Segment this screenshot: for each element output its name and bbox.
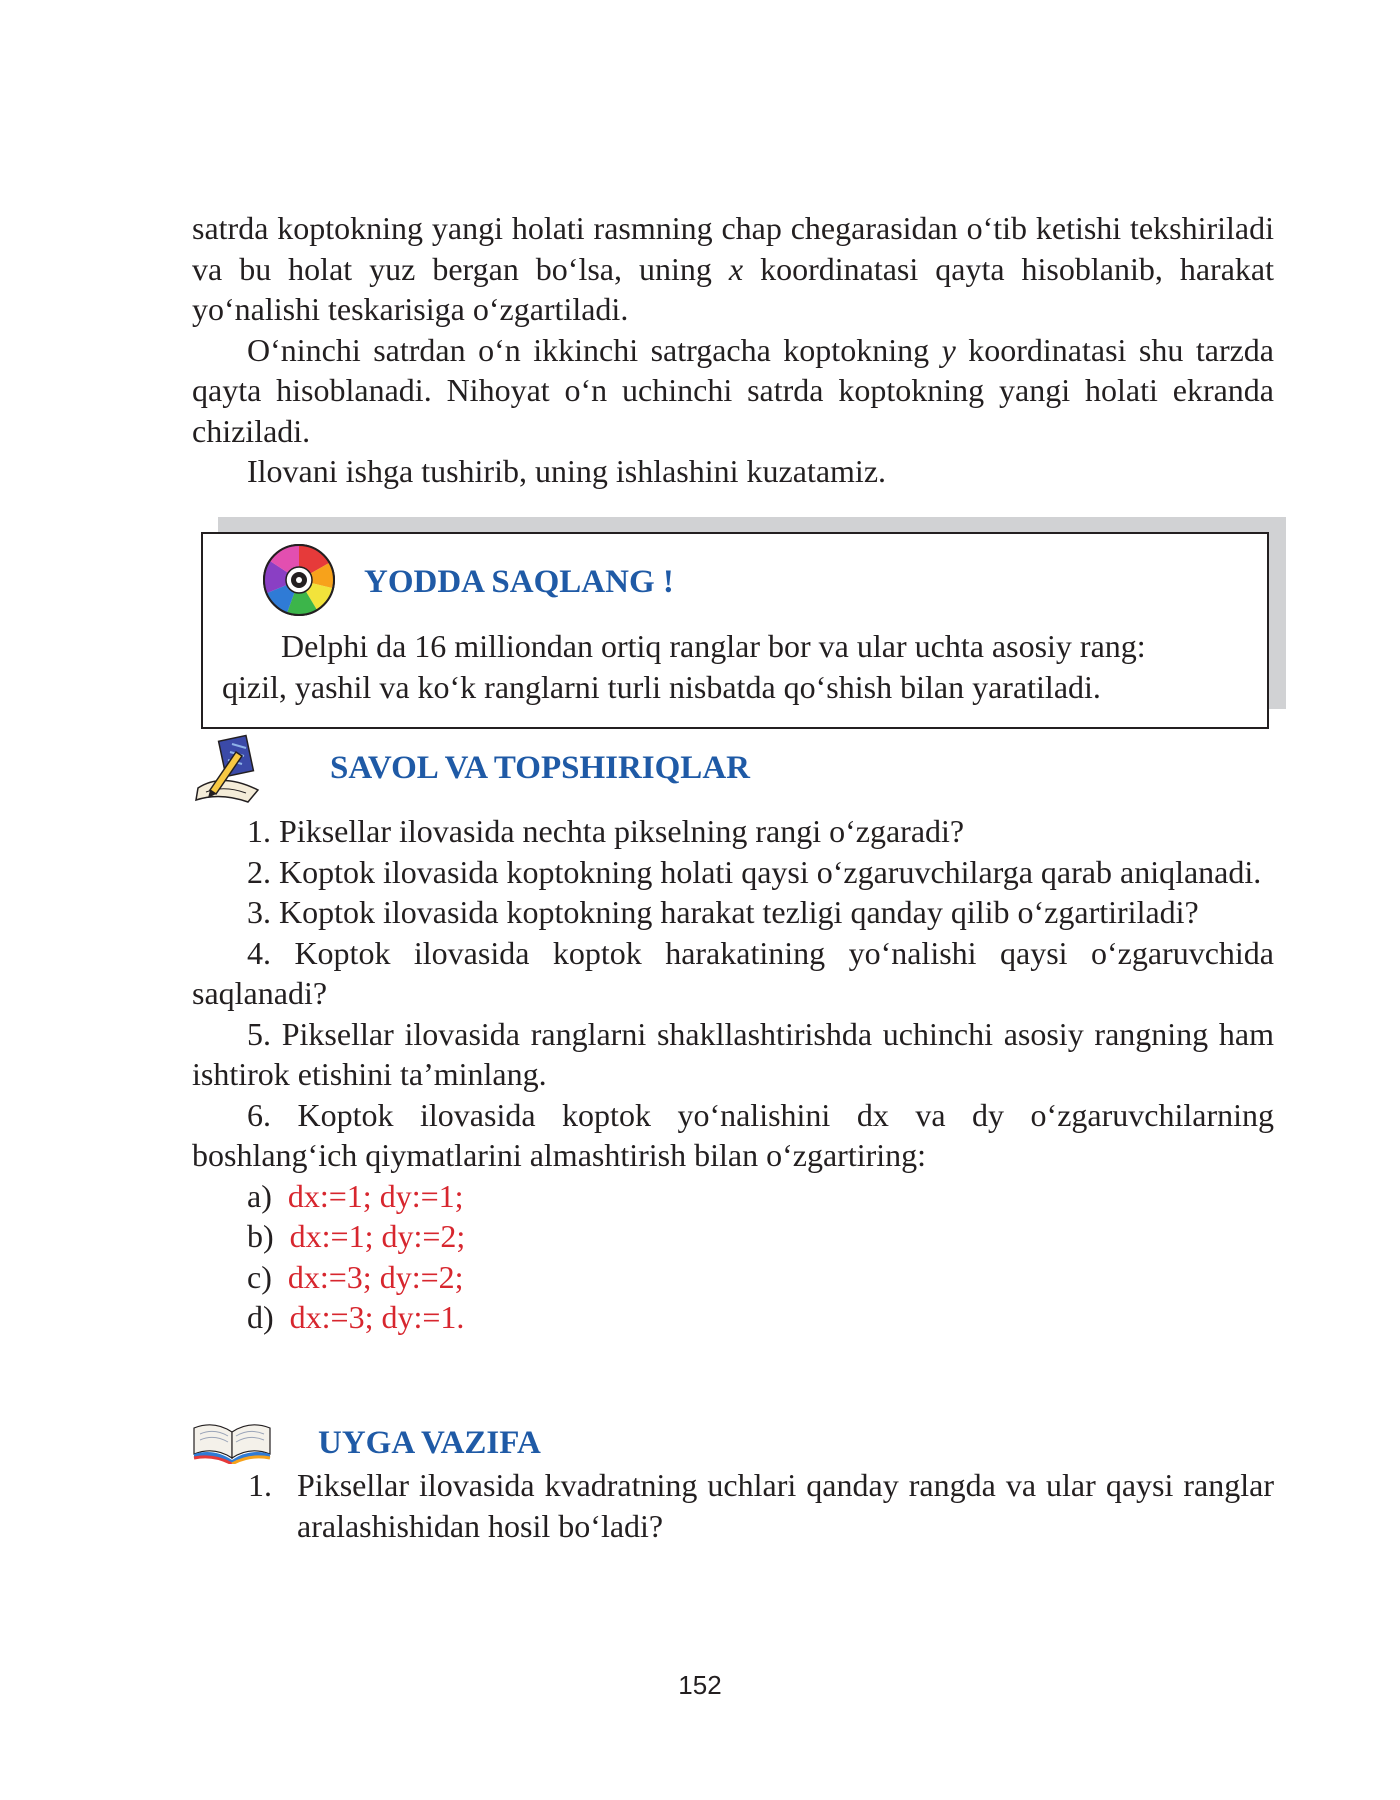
cd-icon <box>262 543 336 617</box>
pen-paper-icon <box>192 730 268 806</box>
page-number: 152 <box>678 1670 722 1700</box>
note-title: YODDA SAQLANG ! <box>364 564 674 600</box>
homework-list <box>248 1465 1274 1547</box>
question-item: 1. Piksellar ilovasida nechta pikselning rangi o‘zgaradi? <box>247 813 965 849</box>
variable-x: x <box>728 250 744 287</box>
code-snippet: dx:=3; dy:=2; <box>287 1258 464 1295</box>
variable-y: y <box>941 331 956 368</box>
note-line-1: Delphi da 16 milliondan ortiq ranglar bor va ular uchta asosiy rang: <box>281 628 1146 664</box>
code-snippet: dx:=1; dy:=2; <box>289 1218 466 1254</box>
code-snippet: dx:=1; dy:=1; <box>287 1177 464 1214</box>
open-book-icon <box>192 1418 272 1464</box>
question-item: 4. Koptok ilovasida koptok harakatining yo‘nalishi qaysi o‘zgaruvchida saqlanadi? <box>192 934 1274 1011</box>
note-line-2: qizil, yashil va ko‘k ranglarni turli nisbatda qo‘shish bilan yaratiladi. <box>222 669 1101 705</box>
questions-title: SAVOL VA TOPSHIRIQLAR <box>330 750 750 786</box>
question-item: 3. Koptok ilovasida koptokning harakat tezligi qanday qilib o‘zgartiriladi? <box>247 894 1199 930</box>
body-text <box>192 208 1274 492</box>
option-item: c) dx:=3; dy:=2; <box>247 1258 464 1295</box>
paragraph-2: O‘ninchi satrdan o‘n ikkinchi satrgacha koptokning y koordinatasi shu tarzda qayta hisoblanadi. Nihoyat o‘n uchinchi satrda koptokning yangi holati ekranda chiziladi. <box>192 331 1275 449</box>
question-item: 6. Koptok ilovasida koptok yo‘nalishini dx va dy o‘zgaruvchilarning boshlang‘ich qiymatlarini almashtirish bilan o‘zgartiring: <box>192 1096 1274 1173</box>
note-text <box>222 626 1252 708</box>
paragraph-1: satrda koptokning yangi holati rasmning chap chegarasidan o‘tib ketishi tekshiriladi va bu holat yuz bergan bo‘lsa, uning x koordinatasi qayta hisoblanib, harakat yo‘nalishi teskarisiga o‘zgartiladi. <box>192 210 1275 327</box>
homework-title: UYGA VAZIFA <box>318 1425 541 1461</box>
option-item: b) dx:=1; dy:=2; <box>247 1218 466 1254</box>
question-item: 5. Piksellar ilovasida ranglarni shakllashtirishda uchinchi asosiy rangning ham ishtirok etishini ta’minlang. <box>192 1015 1274 1092</box>
option-item: a) dx:=1; dy:=1; <box>247 1177 464 1214</box>
paragraph-3: Ilovani ishga tushirib, uning ishlashini kuzatamiz. <box>247 453 887 489</box>
questions-list <box>192 811 1274 1338</box>
option-item: d) dx:=3; dy:=1. <box>247 1299 465 1335</box>
homework-number: 1. <box>248 1467 272 1503</box>
homework-item: Piksellar ilovasida kvadratning uchlari qanday rangda va ular qaysi ranglar aralashishidan hosil bo‘ladi? <box>297 1467 1274 1544</box>
code-snippet: dx:=3; dy:=1. <box>289 1299 465 1335</box>
question-item: 2. Koptok ilovasida koptokning holati qaysi o‘zgaruvchilarga qarab aniqlanadi. <box>247 853 1262 890</box>
